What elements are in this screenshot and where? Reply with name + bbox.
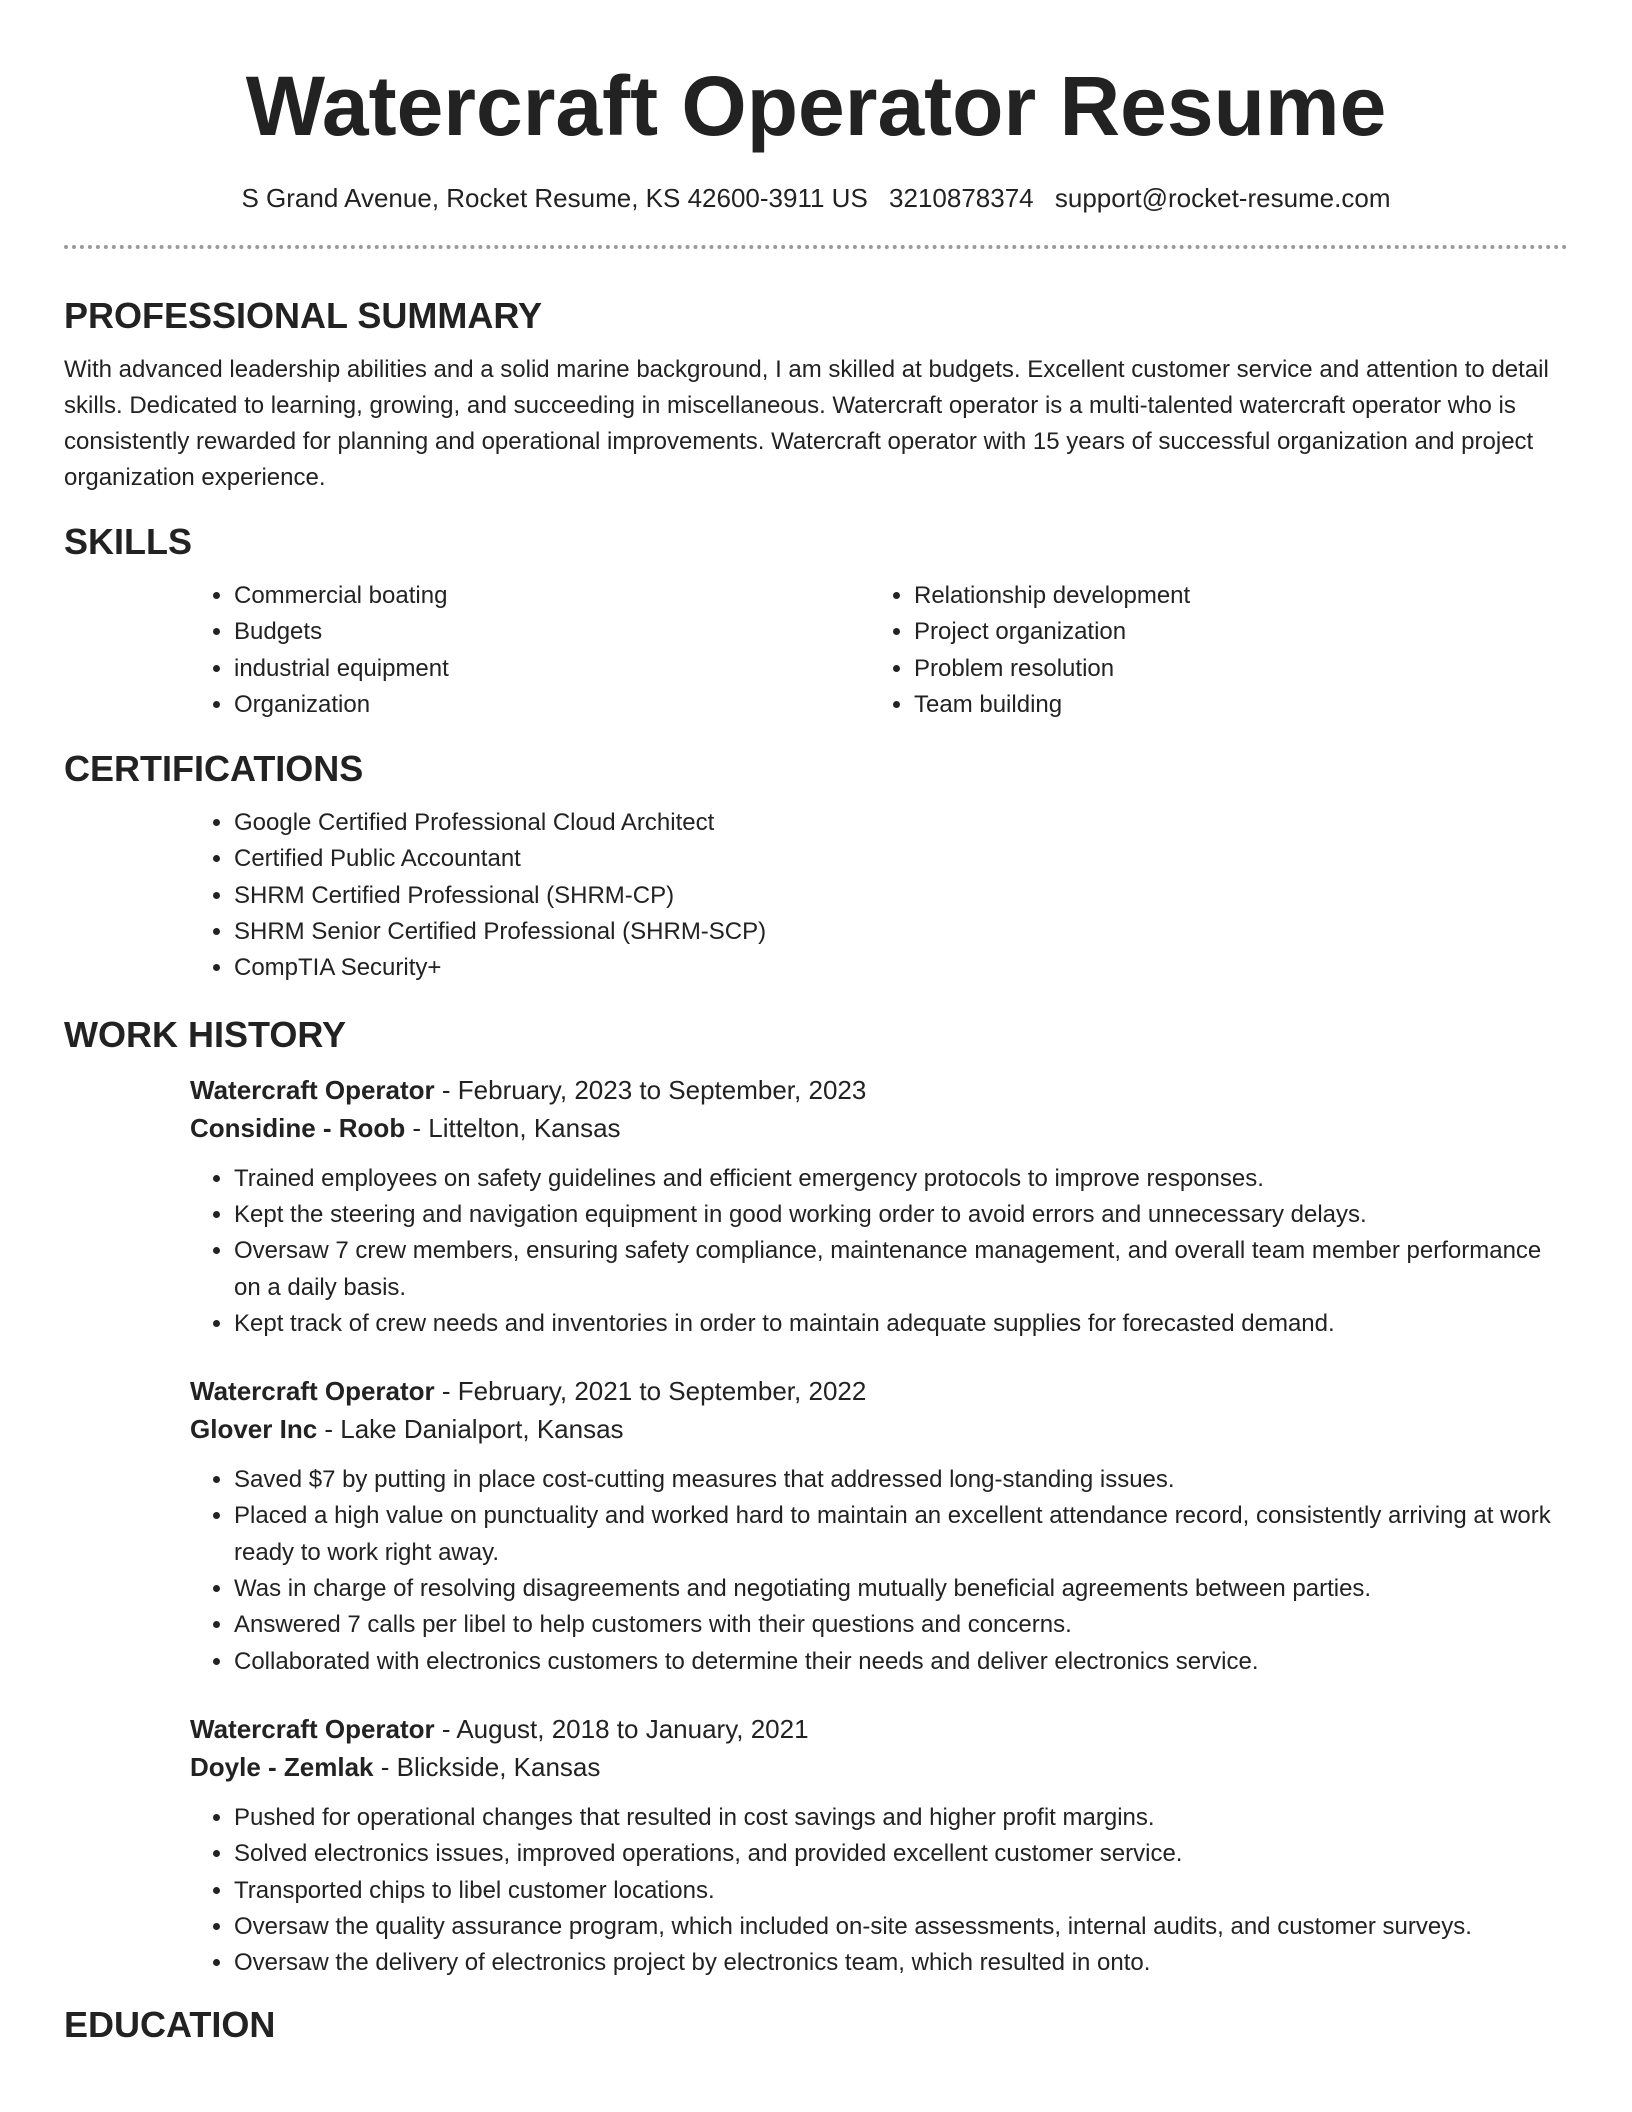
job-title-line <box>190 1071 1568 1109</box>
job-title-line <box>190 1710 1568 1748</box>
job-bullet: • Placed a high value on punctuality and worked hard to maintain an excellent attendance record, consistently arriving at work ready to work right away. <box>234 1498 1568 1571</box>
work-history-heading: WORK HISTORY <box>64 1013 347 1055</box>
job-title-line <box>190 1372 1568 1410</box>
certifications-heading: CERTIFICATIONS <box>64 748 364 790</box>
job-dates: - February, 2021 to September, 2022 <box>434 1376 867 1407</box>
job-title: Watercraft Operator <box>190 1074 435 1105</box>
job-company: Doyle - Zemlak <box>190 1751 374 1782</box>
skill-item: • Budgets <box>234 614 870 650</box>
job-company-line <box>190 1410 1568 1448</box>
skill-item: • Project organization <box>914 614 1550 650</box>
job-title: Watercraft Operator <box>190 1713 435 1744</box>
education-heading: EDUCATION <box>64 2004 276 2046</box>
skill-item: • Commercial boating <box>234 578 870 614</box>
job-bullet: • Oversaw 7 crew members, ensuring safety compliance, maintenance management, and overall team member performance on a daily basis. <box>234 1233 1568 1306</box>
certification-item: • CompTIA Security+ <box>234 950 1568 986</box>
job-bullets <box>190 1800 1568 1981</box>
certification-item: • Certified Public Accountant <box>234 841 1568 877</box>
contact-email: support@rocket-resume.com <box>1054 183 1391 213</box>
skill-item: • Organization <box>234 687 870 723</box>
contact-address: S Grand Avenue, Rocket Resume, KS 42600-3911 US <box>241 183 868 213</box>
job-bullet: • Oversaw the delivery of electronics project by electronics team, which resulted in onto. <box>234 1945 1568 1981</box>
skill-item: • Relationship development <box>914 578 1550 614</box>
job-bullets <box>190 1161 1568 1342</box>
job-bullet: • Oversaw the quality assurance program, which included on-site assessments, internal audits, and customer surveys. <box>234 1909 1568 1945</box>
resume-title: Watercraft Operator Resume <box>245 59 1387 153</box>
job-bullet: • Kept track of crew needs and inventories in order to maintain adequate supplies for forecasted demand. <box>234 1306 1568 1342</box>
certifications-list <box>190 805 1568 986</box>
job-bullet: • Solved electronics issues, improved operations, and provided excellent customer service. <box>234 1836 1568 1872</box>
job-title: Watercraft Operator <box>190 1376 435 1407</box>
job-dates: - August, 2018 to January, 2021 <box>434 1713 809 1744</box>
skills-column-right <box>870 578 1550 723</box>
skills-list <box>190 578 1568 723</box>
job-company: Considine - Roob <box>190 1112 406 1143</box>
skill-item: • Problem resolution <box>914 651 1550 687</box>
job-bullet: • Trained employees on safety guidelines and efficient emergency protocols to improve responses. <box>234 1161 1568 1197</box>
skills-column-left <box>190 578 870 723</box>
job-bullet: • Saved $7 by putting in place cost-cutting measures that addressed long-standing issues. <box>234 1462 1568 1498</box>
job-location: - Blickside, Kansas <box>373 1751 601 1782</box>
resume-page <box>64 0 1568 2047</box>
contact-phone: 3210878374 <box>889 183 1034 213</box>
certification-item: • SHRM Senior Certified Professional (SHRM-SCP) <box>234 914 1568 950</box>
job-bullet: • Kept the steering and navigation equipment in good working order to avoid errors and unnecessary delays. <box>234 1197 1568 1233</box>
job-bullet: • Was in charge of resolving disagreements and negotiating mutually beneficial agreements between parties. <box>234 1571 1568 1607</box>
job-dates: - February, 2023 to September, 2023 <box>434 1074 867 1105</box>
certification-item: • Google Certified Professional Cloud Architect <box>234 805 1568 841</box>
job-bullet: • Pushed for operational changes that resulted in cost savings and higher profit margins. <box>234 1800 1568 1836</box>
skills-heading: SKILLS <box>64 521 193 562</box>
job-bullets <box>190 1462 1568 1680</box>
skill-item: • industrial equipment <box>234 651 870 687</box>
job-location: - Lake Danialport, Kansas <box>317 1414 624 1445</box>
job-entry <box>190 1710 1568 1981</box>
summary-heading: PROFESSIONAL SUMMARY <box>64 295 543 336</box>
job-company: Glover Inc <box>190 1414 318 1445</box>
contact-line <box>64 182 1568 214</box>
header-divider <box>64 245 1568 249</box>
job-company-line <box>190 1109 1568 1147</box>
job-bullet: • Transported chips to libel customer locations. <box>234 1873 1568 1909</box>
skill-item: • Team building <box>914 687 1550 723</box>
job-bullet: • Collaborated with electronics customers to determine their needs and deliver electronics service. <box>234 1644 1568 1680</box>
certification-item: • SHRM Certified Professional (SHRM-CP) <box>234 878 1568 914</box>
summary-text: With advanced leadership abilities and a solid marine background, I am skilled at budgets. Excellent customer service and attention to detail skills. Dedicated to learning, growing, and succeeding in miscellaneous. Watercraft operator is a multi-talented watercraft operator who is consistently rewarded for planning and operational improvements. Watercraft operator with 15 years of successful organization and project organization experience. <box>64 356 1549 491</box>
job-entry <box>190 1372 1568 1680</box>
job-bullet: • Answered 7 calls per libel to help customers with their questions and concerns. <box>234 1607 1568 1643</box>
job-location: - Littelton, Kansas <box>405 1112 621 1143</box>
job-entry <box>190 1071 1568 1342</box>
job-company-line <box>190 1748 1568 1786</box>
